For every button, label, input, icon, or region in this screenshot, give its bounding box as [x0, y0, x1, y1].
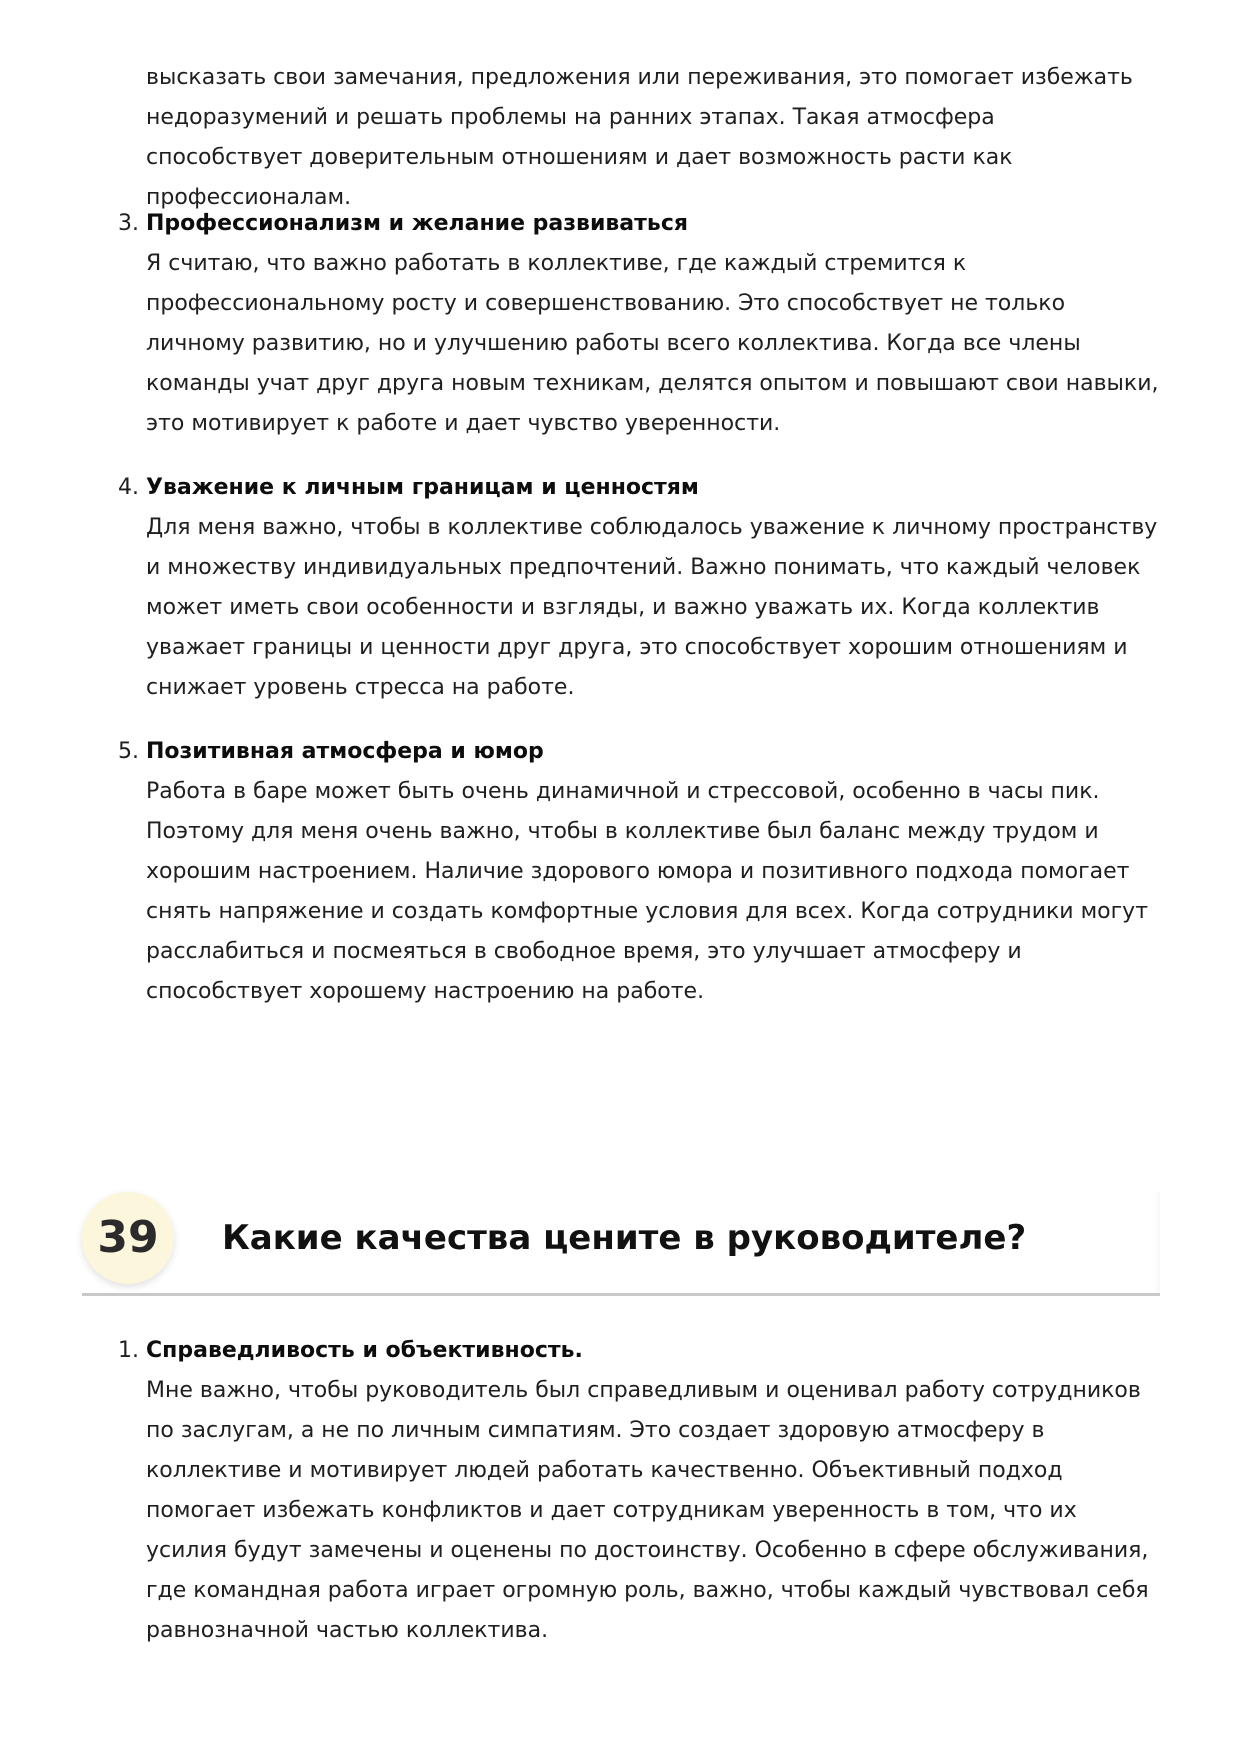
list-item-number: 4. — [118, 475, 139, 500]
question-header — [82, 1192, 1160, 1296]
list-item-text: Я считаю, что важно работать в коллективе, где каждый стремится к профессиональному росту и совершенствованию. Это способствует не только личному развитию, но и улучшению работы всего коллектива. Когда все члены команды учат друг друга новым техникам, делятся опытом и повышают свои навыки, это мотивирует к работе и дает чувство уверенности. — [146, 251, 1159, 436]
list-item-number: 1. — [118, 1338, 139, 1363]
list-item-text: Мне важно, чтобы руководитель был справедливым и оценивал работу сотрудников по заслугам, а не по личным симпатиям. Это создает здоровую атмосферу в коллективе и мотивирует людей работать качественно. Объективный подход помогает избежать конфликтов и дает сотрудникам уверенность в том, что их усилия будут замечены и оценены по достоинству. Особенно в сфере обслуживания, где командная работа играет огромную роль, важно, чтобы каждый чувствовал себя равнозначной частью коллектива. — [146, 1378, 1149, 1643]
list-item — [0, 468, 1239, 708]
question-number-badge: 39 — [82, 1192, 174, 1284]
header-divider — [82, 1293, 1160, 1296]
list-item-title: Уважение к личным границам и ценностям — [146, 475, 699, 500]
qualities-list-bottom — [0, 1331, 1239, 1675]
list-item-text: Работа в баре может быть очень динамичной и стрессовой, особенно в часы пик. Поэтому для меня очень важно, чтобы в коллективе был баланс между трудом и хорошим настроением. Наличие здорового юмора и позитивного подхода помогает снять напряжение и создать комфортные условия для всех. Когда сотрудники могут расслабиться и посмеяться в свободное время, это улучшает атмосферу и способствует хорошему настроению на работе. — [146, 779, 1149, 1004]
qualities-list-top — [0, 204, 1239, 1036]
question-title: Какие качества цените в руководителе? — [222, 1218, 1027, 1258]
list-item-number: 3. — [118, 211, 139, 236]
list-item-text: Для меня важно, чтобы в коллективе соблюдалось уважение к личному пространству и множеству индивидуальных предпочтений. Важно понимать, что каждый человек может иметь свои особенности и взгляды, и важно уважать их. Когда коллектив уважает границы и ценности друг друга, это способствует хорошим отношениям и снижает уровень стресса на работе. — [146, 515, 1158, 700]
header-shadow — [1154, 1192, 1160, 1293]
continued-paragraph: высказать свои замечания, предложения или переживания, это помогает избежать недоразумений и решать проблемы на ранних этапах. Такая атмосфера способствует доверительным отношениям и дает возможность расти как профессионалам. — [146, 65, 1133, 210]
list-item — [0, 204, 1239, 444]
list-item-title: Справедливость и объективность. — [146, 1338, 583, 1363]
list-item-number: 5. — [118, 739, 139, 764]
list-item-title: Позитивная атмосфера и юмор — [146, 739, 544, 764]
list-item — [0, 732, 1239, 1012]
list-item-title: Профессионализм и желание развиваться — [146, 211, 688, 236]
list-item — [0, 1331, 1239, 1651]
